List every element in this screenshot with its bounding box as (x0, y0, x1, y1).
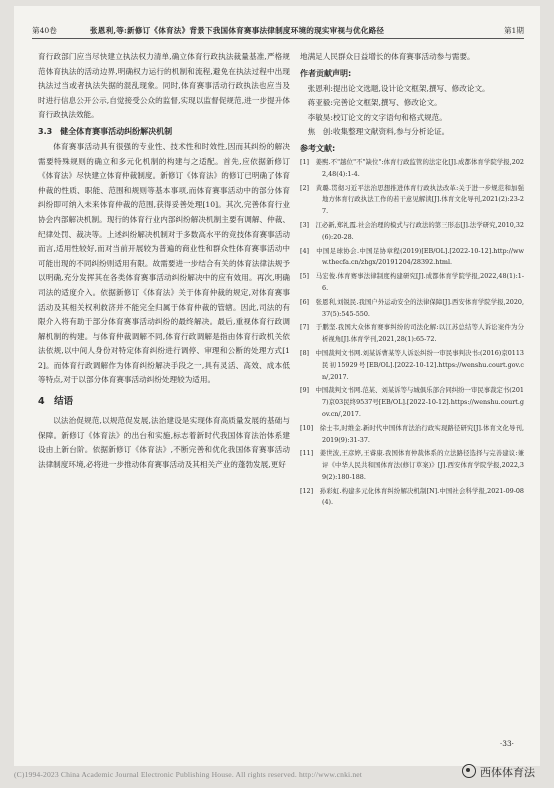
reference-item: [6] 张恩利,刘锐民.我国户外运动安全的法律保障[J].西安体育学院学报,2020,37(5):545-550. (300, 297, 524, 318)
copyright-footer: (C)1994-2023 China Academic Journal Electronic Publishing House. All rights reserved. http://www.cnki.net (14, 770, 363, 779)
reference-item: [7] 于鹏坚.我国大众体育赛事纠纷的司法化解:以江苏总结等人诉讼案件为分析视角[J].体育学刊,2021,28(1):65-72. (300, 323, 524, 344)
journal-page (14, 6, 540, 766)
author-contribution-title: 作者贡献声明: (300, 68, 352, 78)
contribution-item: 李敏昊:校订论文的文字语句和格式规范。 (307, 112, 447, 122)
reference-item: [2] 黄璐.贯彻习近平法治思想推进体育行政执法改革:关于进一步规范和加强地方体育行政执法工作的若干意见解读[J].体育文化导刊,2021(2):23-27. (300, 183, 524, 216)
volume-label: 第40卷 (32, 26, 57, 35)
watermark (462, 764, 535, 780)
section-heading-3-3: 3.3 健全体育赛事活动纠纷解决机制 (38, 126, 173, 136)
reference-item: [11] 姜世波,王彦婷,王睿康.我国体育仲裁体系的立法路径选择与完善建议:兼评《中华人民共和国体育法(修订草案)》[J].西安体育学院学报,2022,39(2):180-188. (300, 449, 524, 481)
reference-item: [5] 马宏俊.体育赛事法律制度构建研究[J].成都体育学院学报,2022,48(1):1-6. (300, 272, 524, 292)
right-column (300, 50, 524, 511)
reference-item: [8] 中国裁判文书网.刘某诉曹某等人诉讼纠纷一审民事判决书:(2016)京0113民初15929号[EB/OL].[2022-10-12].https://wenshu.court.gov.cn/,2017. (300, 348, 524, 381)
running-title: 张恩利,等:新修订《体育法》背景下我国体育赛事法律制度环境的现实审视与优化路径 (90, 26, 385, 35)
contribution-item: 焦 创:收集整理文献资料,参与分析论证。 (307, 127, 450, 137)
issue-label: 第1期 (503, 26, 524, 35)
contribution-item: 张恩利:提出论文选题,设计论文框架,撰写、修改论文。 (307, 83, 490, 93)
page-number: ·33· (499, 739, 514, 748)
reference-item: [10] 徐士韦,时维金.新时代中国体育法治行政实现路径研究[J].体育文化导刊,2019(9):31-37. (300, 423, 524, 444)
reference-item: [3] 江必新,郑礼霞.社会治理的模式与行政法的第三形态[J].法学研究,2010,32(6):20-28. (300, 220, 524, 241)
reference-item: [9] 中国裁判文书网.范某、刘某诉等与城俱乐部合同纠纷一审民事裁定书(2017)京03民终9537号[EB/OL].[2022-10-12].https://wenshu.court.gov.cn/,2017. (300, 386, 524, 418)
watermark-text: 西体体育法 (480, 766, 535, 779)
paragraph: 体育赛事活动具有很强的专业性、技术性和时效性,因而其纠纷的解决需要特殊规则的确立和多元化机制的构建与之适配。首先,应依据新修订《体育法》尽快建立体育仲裁制度。新修订《体育法》的修订已明确了体育仲裁的性质、职能、范围和规则等基本事项,而体育赛事活动中的部分体育纠纷即可纳入未来体育仲裁的范围,获得妥善处理[10]。其次,完善体育行业协会内部解决机制。现行的体育行业内部纠纷解决机制主要有调解、仲裁、纪律处罚、裁决等。上述纠纷解决机制对于多数高水平的竞技体育赛事活动而言,适用性较好,而对当前开展较为普遍的商业性和群众性体育赛事活动中可能出现的不同纠纷则适用有限。故需要进一步结合有关的体育法律法规予以明确,充分发挥其在各类体育赛事活动纠纷解决中的应有效用。再次,明确司法的适度介入。依据新修订《体育法》关于体育仲裁的规定,对体育赛事活动及其相关权利救济并不能完全归属于体育仲裁的管辖。因此,司法的有限介入将有助于部分体育赛事活动纠纷的最终解决。最后,重视体育行政调解机制的构建。与体育仲裁调解不同,体育行政调解是指由体育行政机关依法依规,以中间人身份对特定体育纠纷进行调停、审理和公断的处理方式[12]。而体育行政调解作为体育纠纷解决手段之一,具有灵活、高效、成本低等特点,对于以部分体育赛事活动纠纷处理较为适用。 (38, 141, 290, 385)
reference-item: [12] 孙彩虹.构建多元化体育纠纷解决机制[N].中国社会科学报,2021-09-08(4). (300, 486, 524, 507)
reference-item: [1] 姜熙.不"越位"不"缺位":体育行政监管的法定化[J].成都体育学院学报,2022,48(4):1-4. (300, 157, 524, 178)
reference-list (300, 157, 524, 509)
paragraph: 育行政部门应当尽快建立执法权力清单,确立体育行政执法裁量基准,严格规范体育执法的活动边界,明确权力运行的机制和流程,避免在执法过程中出现执法过当或者执法失据的混乱现象。同时,体育赛事活动行政执法也应当及时进行信息公开公示,自觉接受公众的监督,实现以监督促规范,进一步提升体育行政执法效能。 (38, 52, 290, 120)
reference-item: [4] 中国足球协会.中国足协章程(2019)[EB/OL].[2022-10-12].http://www.thecfa.cn/zhgx/20191204/28392.html. (300, 246, 524, 267)
contribution-item: 蒋亚毅:完善论文框架,撰写、修改论文。 (307, 98, 442, 108)
left-column (38, 50, 290, 472)
references-title: 参考文献: (300, 143, 336, 153)
paragraph: 以法治促规范,以规范促发展,法治建设是实现体育高质量发展的基础与保障。新修订《体育法》的出台和实施,标志着新时代我国体育法治体系建设由上新台阶。依据新修订《体育法》,不断完善和优化我国体育赛事活动法律制度环境,必将进一步推动体育赛事活动及其相关产业的蓬勃发展,更好 (38, 416, 290, 469)
paragraph: 地满足人民群众日益增长的体育赛事活动参与需要。 (300, 52, 475, 61)
wechat-account-icon (462, 764, 476, 778)
running-header (32, 24, 524, 39)
section-heading-4: 4 结语 (38, 396, 74, 408)
